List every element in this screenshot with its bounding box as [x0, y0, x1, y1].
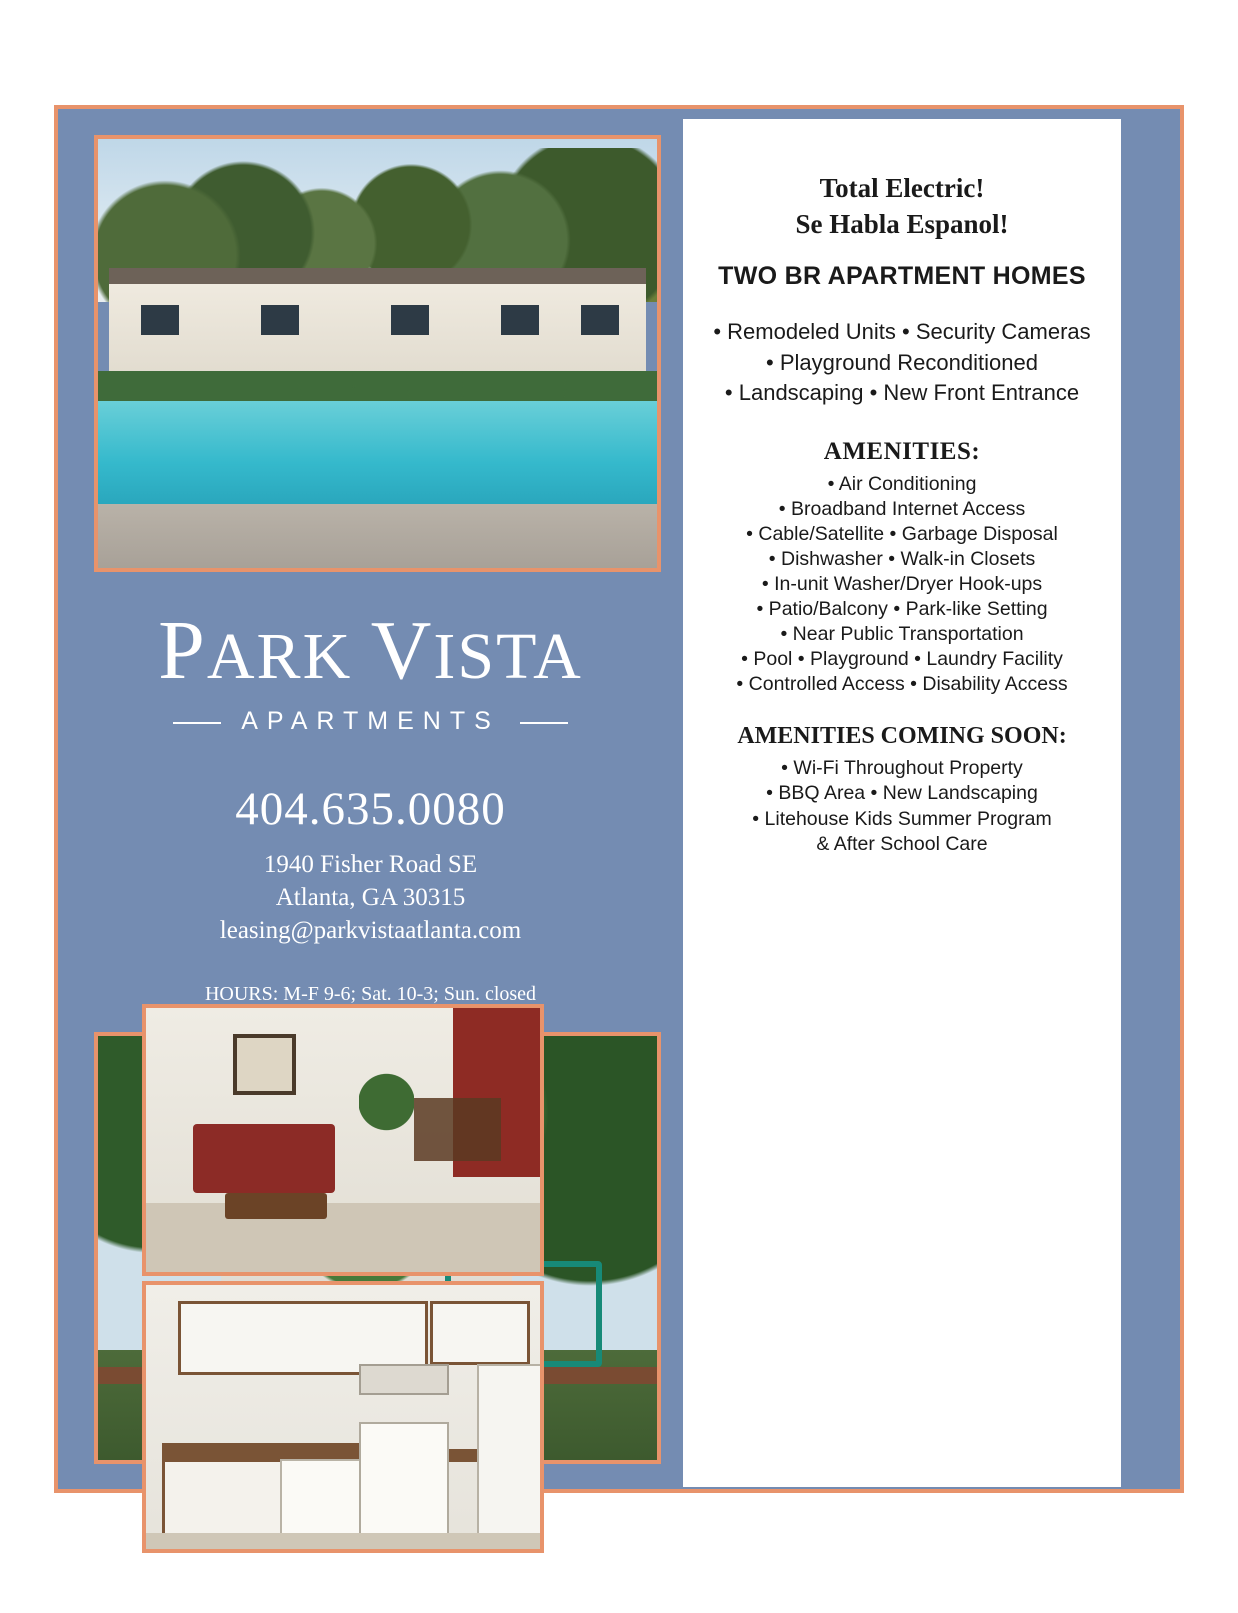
- kitchen-refrigerator: [477, 1364, 544, 1548]
- brand-name-v: V: [370, 604, 434, 697]
- living-room-floor: [146, 1203, 540, 1272]
- kitchen-base-cabinets: [162, 1459, 286, 1544]
- coming-soon-item: • Wi-Fi Throughout Property: [781, 756, 1023, 779]
- right-column-panel: [683, 119, 1121, 1487]
- coming-soon-item: & After School Care: [816, 832, 988, 855]
- pool-photo-deck: [98, 504, 657, 568]
- address-line-2: Atlanta, GA 30315: [275, 884, 466, 911]
- amenity-item: • Controlled Access • Disability Access: [736, 672, 1068, 695]
- headline-line-2: Se Habla Espanol!: [795, 208, 1009, 239]
- amenity-item: • In-unit Washer/Dryer Hook-ups: [761, 573, 1043, 596]
- brand-name-p: P: [158, 604, 207, 697]
- brand-subtitle: APARTMENTS: [219, 707, 522, 736]
- address-line-1: 1940 Fisher Road SE: [263, 851, 478, 878]
- kitchen-range-hood: [359, 1364, 450, 1394]
- amenity-item: • Near Public Transportation: [780, 623, 1024, 646]
- kitchen-upper-cabinets-right: [430, 1301, 531, 1365]
- brand-name: [58, 604, 683, 697]
- coming-soon-list: [697, 756, 1107, 857]
- flyer-page: [54, 105, 1184, 1493]
- brand-name-ark: ARK: [206, 620, 353, 693]
- living-room-sofa: [193, 1124, 335, 1193]
- coming-soon-item: • BBQ Area • New Landscaping: [766, 782, 1038, 805]
- feature-item: • Playground Reconditioned: [766, 349, 1038, 375]
- amenity-item: • Dishwasher • Walk-in Closets: [768, 548, 1036, 571]
- kitchen-floor: [146, 1533, 540, 1549]
- feature-list: [697, 317, 1107, 408]
- address-block: [58, 848, 683, 947]
- living-room-framed-picture: [233, 1034, 296, 1095]
- feature-item: • Remodeled Units • Security Cameras: [713, 319, 1091, 345]
- living-room-plant: [359, 1066, 414, 1156]
- phone-number[interactable]: 404.635.0080: [235, 783, 506, 835]
- brand-name-ista: ISTA: [433, 620, 583, 693]
- feature-item: • Landscaping • New Front Entrance: [724, 379, 1080, 405]
- living-room-photo: [142, 1004, 544, 1276]
- coming-soon-item: • Litehouse Kids Summer Program: [752, 807, 1052, 830]
- amenities-title: AMENITIES:: [823, 438, 981, 466]
- pool-photo-water: [98, 401, 657, 504]
- living-room-coffee-table: [225, 1193, 327, 1219]
- headline: [697, 171, 1107, 242]
- kitchen-countertop: [162, 1443, 383, 1459]
- amenity-item: • Pool • Playground • Laundry Facility: [741, 648, 1063, 670]
- kitchen-photo: [142, 1281, 544, 1553]
- kitchen-dishwasher: [280, 1459, 363, 1542]
- amenity-item: • Cable/Satellite • Garbage Disposal: [746, 523, 1058, 546]
- amenity-item: • Patio/Balcony • Park-like Setting: [756, 598, 1048, 621]
- coming-soon-title: AMENITIES COMING SOON:: [737, 722, 1067, 749]
- amenities-list: [697, 472, 1107, 697]
- amenity-item: • Air Conditioning: [827, 473, 977, 496]
- living-room-dining-set: [414, 1098, 501, 1161]
- kitchen-range: [359, 1422, 450, 1547]
- headline-line-1: Total Electric!: [819, 173, 985, 203]
- right-column-content: [683, 119, 1121, 857]
- brand-block: [58, 604, 683, 1006]
- office-hours: HOURS: M-F 9-6; Sat. 10-3; Sun. closed: [204, 983, 537, 1005]
- email-address[interactable]: leasing@parkvistaatlanta.com: [219, 917, 522, 944]
- amenity-item: • Broadband Internet Access: [778, 498, 1026, 521]
- subheadline: TWO BR APARTMENT HOMES: [718, 262, 1086, 291]
- pool-photo: [94, 135, 661, 572]
